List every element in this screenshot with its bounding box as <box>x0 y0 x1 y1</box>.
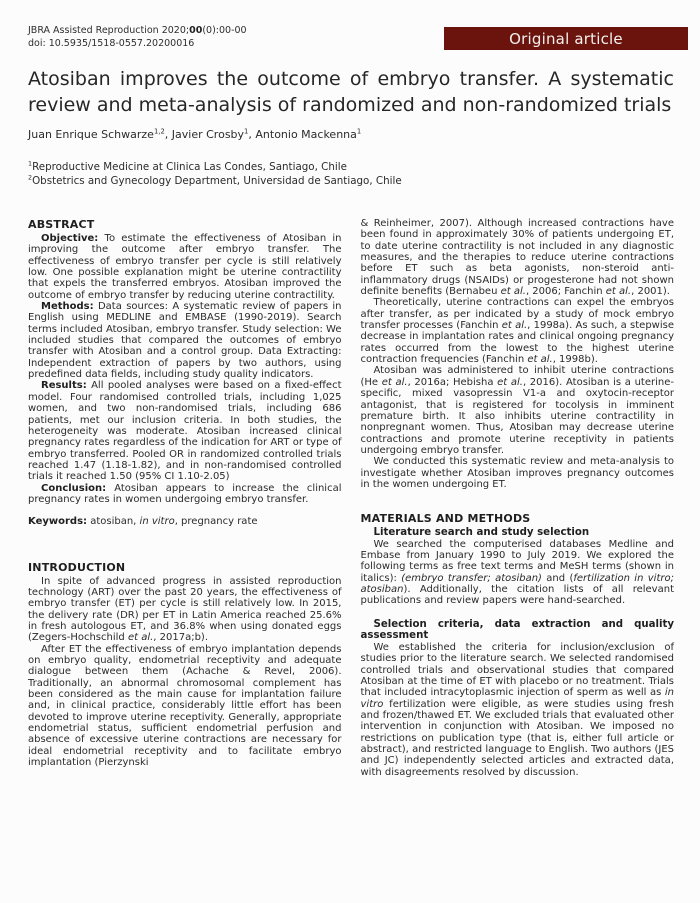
affiliation-2: $^2$Obstetrics and Gynecology Department, Universidad de Santiago, Chile <box>28 173 402 187</box>
introduction-paragraph-5: We conducted this systematic review and meta-analysis to investigate whether Atosiban improves pregnancy outcomes in the women undergoing ET. <box>360 456 674 490</box>
journal-citation-line: JBRA Assisted Reproduction 2020;00(0):00-00 <box>28 25 247 36</box>
authors-line: Juan Enrique Schwarze$^{1,2}$, Javier Crosby$^1$, Antonio Mackenna$^1$ <box>28 127 362 141</box>
article-type-banner <box>444 27 688 50</box>
abstract-conclusion: Conclusion: Atosiban appears to increase the clinical pregnancy rates in women undergoing embryo transfer. <box>28 482 342 505</box>
left-column <box>28 218 342 778</box>
literature-search-paragraph: We searched the computerised databases Medline and Embase from January 1990 to July 2019. We explored the following terms as free text terms and MeSH terms (shown in italics): (embryo transfer; atosiban) and (fertilization in vitro; atosiban). Additionally, the citation lists of all relevant publications and review papers were hand-searched. <box>360 538 674 607</box>
article-type-label: Original article <box>509 29 623 48</box>
article-title: Atosiban improves the outcome of embryo transfer. A systematic review and meta-analysis of randomized and non-randomized trials <box>28 68 674 116</box>
introduction-paragraph-2: After ET the effectiveness of embryo implantation depends on embryo quality, endometrial receptivity and adequate dialogue between them (Achache & Revel, 2006). Traditionally, an abnormal chromosomal complement has been considered as the main cause for implantation failure and, in clinical practice, considerably little effort has been devoted to improve uterine receptivity. Generally, appropriate endometrial status, sufficient endometrial perfusion and absence of excessive uterine contractions are necessary for ideal endometrial receptivity and to facilitate embryo implantation (Pierzynski <box>28 643 342 769</box>
journal-citation <box>28 25 247 50</box>
keywords-line: Keywords: atosiban, in vitro, pregnancy rate <box>28 516 258 528</box>
introduction-paragraph-3: Theoretically, uterine contractions can expel the embryos after transfer, as per indicated by a study of mock embryo transfer processes (Fanchin et al., 1998a). As such, a stepwise decrease in implantation rates and clinical ongoing pregnancy rates occurred from the lowest to the highest uterine contraction frequencies (Fanchin et al., 1998b). <box>360 297 674 366</box>
affiliations <box>28 161 674 188</box>
introduction-paragraph-continuation: & Reinheimer, 2007). Although increased contractions have been found in approximately 30% of patients undergoing ET, to date uterine contractility is not included in any diagnostic measures, and the therapies to reduce uterine contractions before ET such as beta agonists, non-steroid anti-inflammatory drugs (NSAIDs) or progesterone had not shown definite benefits (Bernabeu et al., 2006; Fanchin et al., 2001). <box>360 218 674 298</box>
abstract-methods: Methods: Data sources: A systematic review of papers in English using MEDLINE and EMBASE (1990-2019). Search terms included Atosiban, embryo transfer. Study selection: We included studies that compared the outcomes of embryo transfer with Atosiban and a control group. Data Extracting: Independent extraction of papers by two authors, using predefined data fields, including study quality indicators. <box>28 301 342 381</box>
selection-criteria-paragraph: We established the criteria for inclusion/exclusion of studies prior to the literature search. We selected randomised controlled trials and observational studies that compared Atosiban at the time of ET with placebo or no treatment. Trials that included intracytoplasmic injection of sperm as well as in vitro fertilization were eligible, as were studies using fresh and frozen/thawed ET. We excluded trials that evaluated other intervention in conjunction with Atosiban. We imposed no restrictions on publication type (that is, either full article or abstract), and restricted language to English. Two authors (JES and JC) independently selected articles and extracted data, with disagreements resolved by discussion. <box>360 641 674 778</box>
doi-line: doi: 10.5935/1518-0557.20200016 <box>28 37 195 49</box>
affiliation-1: $^1$Reproductive Medicine at Clinica Las Condes, Santiago, Chile <box>28 159 347 173</box>
introduction-paragraph-4: Atosiban was administered to inhibit uterine contractions (He et al., 2016a; Hebisha et al., 2016). Atosiban is a uterine-specific, mixed vasopressin V1-a and oxytocin-receptor antagonist, that is registered for tocolysis in imminent premature birth. It also inhibits uterine contractility in nonpregnant women. Thus, Atosiban may decrease uterine contractions and promote uterine receptivity in patients undergoing embryo transfer. <box>360 365 674 456</box>
abstract-objective: Objective: To estimate the effectiveness of Atosiban in improving the outcome after embryo transfer. The effectiveness of embryo transfer per cycle is still relatively low. One possible explanation might be uterine contractility that expels the transferred embryos. Atosiban improved the outcome of embryo transfer by reducing uterine contractility. <box>28 233 342 301</box>
introduction-paragraph-1: In spite of advanced progress in assisted reproduction technology (ART) over the past 20 years, the effectiveness of embryo transfer (ET) per cycle is still relatively low. In 2015, the delivery rate (DR) per ET in Latin America reached 25.6% in fresh autologous ET, and 36.8% when using donated eggs (Zegers-Hochschild et al., 2017a;b). <box>28 575 342 644</box>
introduction-heading: INTRODUCTION <box>28 560 126 574</box>
literature-search-subheading: Literature search and study selection <box>373 527 590 539</box>
abstract-heading: ABSTRACT <box>28 218 95 231</box>
abstract-results: Results: All pooled analyses were based on a fixed-effect model. Four randomised controlled trials, including 1,025 women, and two non-randomised trials, including 686 patients, met our inclusion criteria. In both studies, the heterogeneity was moderate. Atosiban increased clinical pregnancy rates regardless of the indication for ART or type of embryo transferred. Pooled OR in randomized controlled trials reached 1.47 (1.18-1.82), and in non-randomised controlled trials it reached 1.50 (95% CI 1.10-2.05) <box>28 380 342 483</box>
article-body <box>28 218 674 778</box>
right-column <box>361 218 675 778</box>
selection-criteria-subheading: Selection criteria, data extraction and quality assessment <box>360 618 674 642</box>
materials-methods-heading: MATERIALS AND METHODS <box>360 512 531 526</box>
